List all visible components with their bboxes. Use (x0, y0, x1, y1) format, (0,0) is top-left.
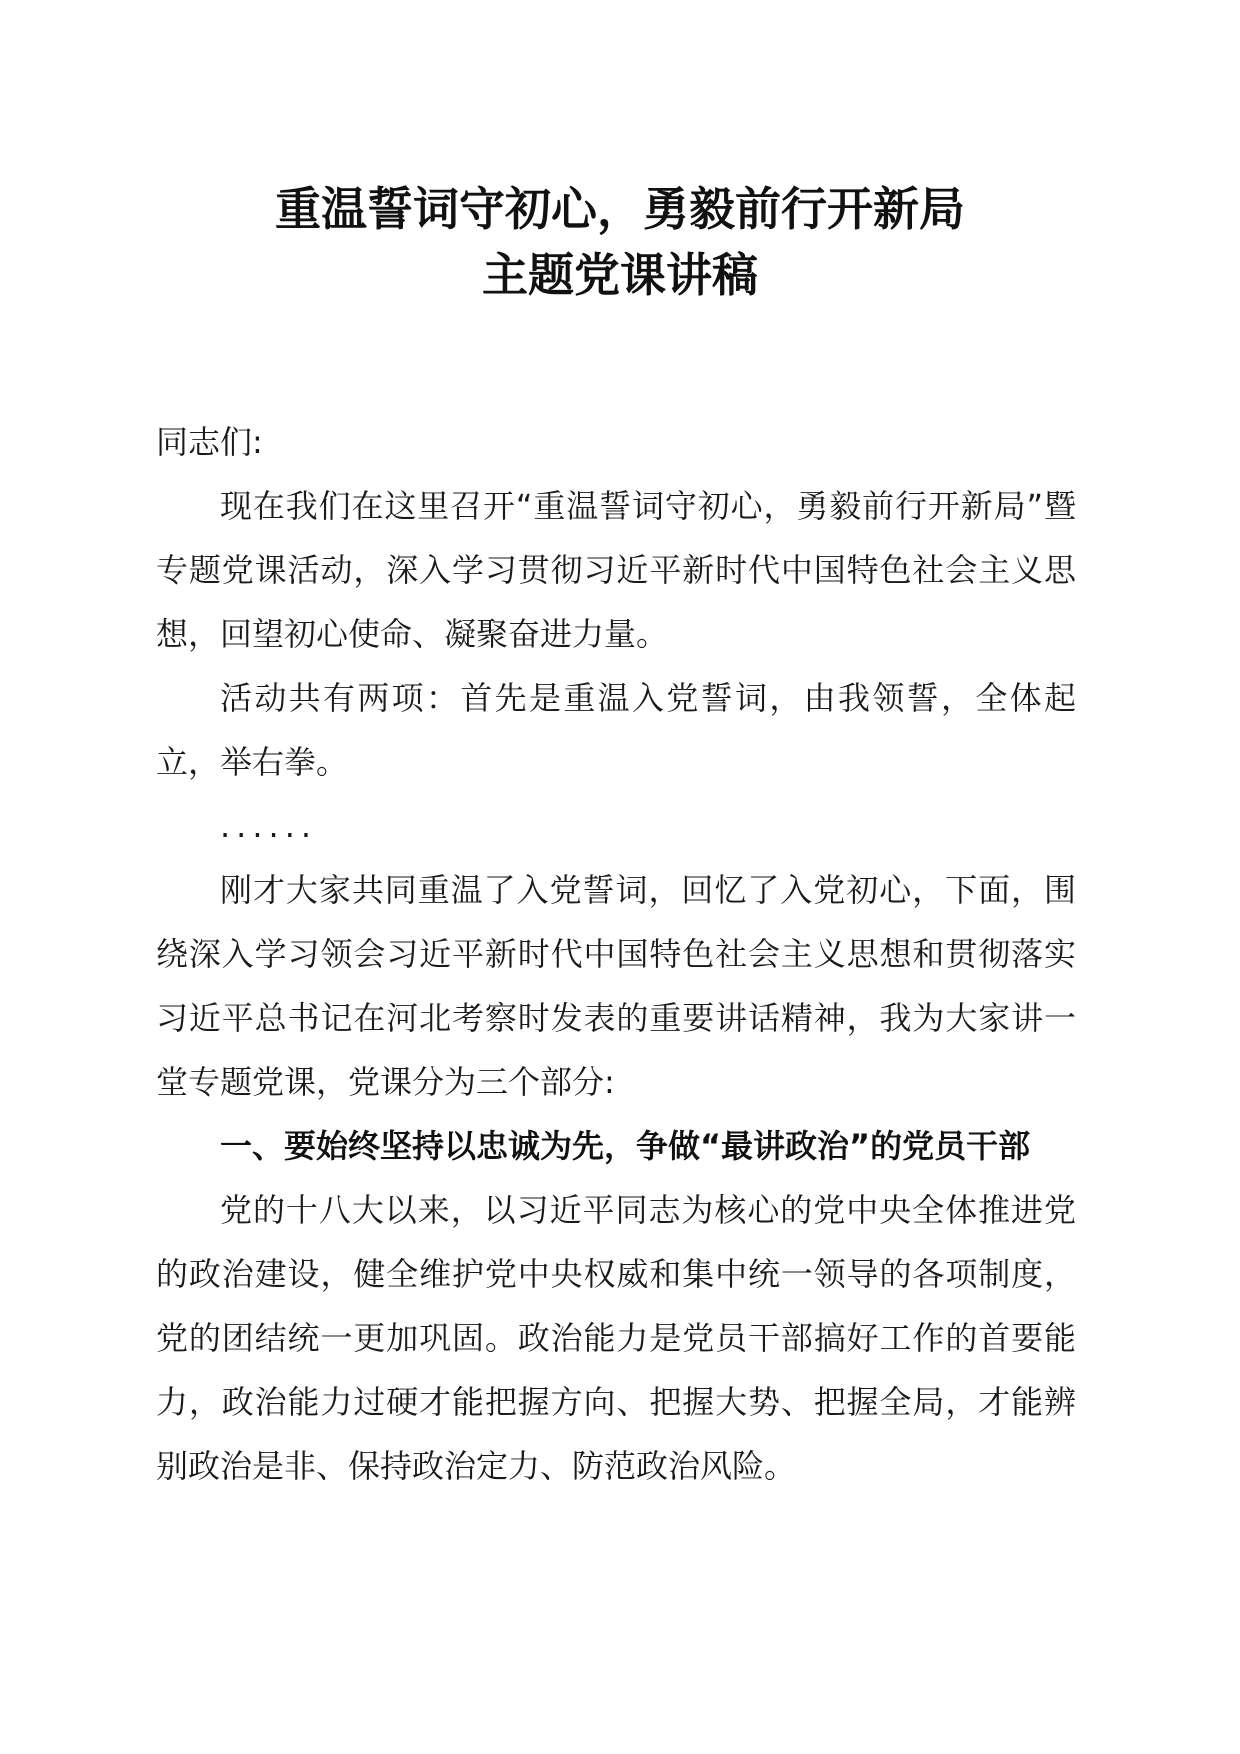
document-body (156, 410, 1076, 1498)
section-paragraph-1: 党的十八大以来，以习近平同志为核心的党中央全体推进党的政治建设，健全维护党中央权威和集中统一领导的各项制度，党的团结统一更加巩固。政治能力是党员干部搞好工作的首要能力，政治能力过硬才能把握方向、把握大势、把握全局，才能辨别政治是非、保持政治定力、防范政治风险。 (156, 1191, 1076, 1485)
salutation: 同志们: (156, 423, 263, 461)
section-heading-1: 一、要始终坚持以忠诚为先，争做“最讲政治”的党员干部 (220, 1127, 1031, 1165)
document-title (0, 176, 1240, 308)
title-line-2: 主题党课讲稿 (482, 248, 758, 302)
paragraph-intro: 刚才大家共同重温了入党誓词，回忆了入党初心，下面，围绕深入学习领会习近平新时代中国特色社会主义思想和贯彻落实习近平总书记在河北考察时发表的重要讲话精神，我为大家讲一堂专题党课，党课分为三个部分: (156, 871, 1076, 1101)
paragraph-activities: 活动共有两项：首先是重温入党誓词，由我领誓，全体起立，举右拳。 (156, 679, 1076, 781)
paragraph-ellipsis: ...... (220, 807, 318, 845)
paragraph-opening: 现在我们在这里召开“重温誓词守初心，勇毅前行开新局”暨专题党课活动，深入学习贯彻习近平新时代中国特色社会主义思想，回望初心使命、凝聚奋进力量。 (156, 487, 1076, 653)
title-line-1: 重温誓词守初心，勇毅前行开新局 (275, 182, 965, 236)
